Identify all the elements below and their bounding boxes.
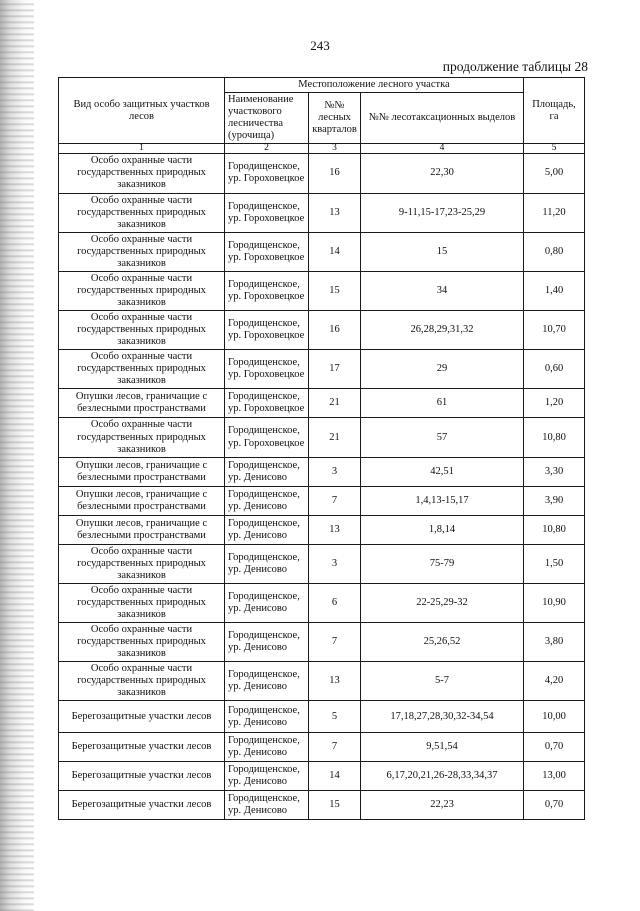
scan-shadow xyxy=(0,0,34,911)
header-quarters: №№ лесных кварталов xyxy=(309,93,361,144)
cell-allotments: 22-25,29-32 xyxy=(361,583,524,622)
cell-type: Особо охранные части государственных природных заказников xyxy=(59,662,225,701)
cell-type: Особо охранные части государственных природных заказников xyxy=(59,193,225,232)
cell-allotments: 15 xyxy=(361,232,524,271)
cell-type: Берегозащитные участки лесов xyxy=(59,701,225,733)
cell-type: Опушки лесов, граничащие с безлесными пространствами xyxy=(59,457,225,486)
cell-area: 10,70 xyxy=(524,311,585,350)
cell-quarter: 6 xyxy=(309,583,361,622)
column-number: 3 xyxy=(309,144,361,154)
table-row xyxy=(59,193,585,232)
cell-area: 0,70 xyxy=(524,791,585,820)
cell-forestry: Городищенское, ур. Гороховецкое xyxy=(225,389,309,418)
cell-type: Опушки лесов, граничащие с безлесными пространствами xyxy=(59,486,225,515)
cell-quarter: 7 xyxy=(309,733,361,762)
cell-allotments: 1,4,13-15,17 xyxy=(361,486,524,515)
cell-type: Особо охранные части государственных природных заказников xyxy=(59,271,225,310)
cell-forestry: Городищенское, ур. Денисово xyxy=(225,662,309,701)
cell-forestry: Городищенское, ур. Гороховецкое xyxy=(225,232,309,271)
cell-forestry: Городищенское, ур. Денисово xyxy=(225,515,309,544)
cell-allotments: 9,51,54 xyxy=(361,733,524,762)
cell-area: 13,00 xyxy=(524,762,585,791)
cell-type: Берегозащитные участки лесов xyxy=(59,733,225,762)
cell-forestry: Городищенское, ур. Гороховецкое xyxy=(225,350,309,389)
cell-forestry: Городищенское, ур. Гороховецкое xyxy=(225,193,309,232)
cell-allotments: 26,28,29,31,32 xyxy=(361,311,524,350)
cell-allotments: 25,26,52 xyxy=(361,623,524,662)
table-row xyxy=(59,350,585,389)
table-row xyxy=(59,701,585,733)
cell-type: Особо охранные части государственных природных заказников xyxy=(59,418,225,457)
cell-allotments: 29 xyxy=(361,350,524,389)
cell-area: 1,50 xyxy=(524,544,585,583)
header-type: Вид особо защитных участков лесов xyxy=(59,78,225,144)
cell-type: Особо охранные части государственных природных заказников xyxy=(59,583,225,622)
cell-area: 3,80 xyxy=(524,623,585,662)
cell-area: 4,20 xyxy=(524,662,585,701)
cell-quarter: 7 xyxy=(309,486,361,515)
cell-allotments: 22,23 xyxy=(361,791,524,820)
cell-quarter: 16 xyxy=(309,154,361,193)
cell-type: Опушки лесов, граничащие с безлесными пространствами xyxy=(59,389,225,418)
cell-area: 1,40 xyxy=(524,271,585,310)
cell-allotments: 57 xyxy=(361,418,524,457)
cell-forestry: Городищенское, ур. Денисово xyxy=(225,701,309,733)
table-row xyxy=(59,418,585,457)
cell-type: Особо охранные части государственных природных заказников xyxy=(59,154,225,193)
cell-area: 3,90 xyxy=(524,486,585,515)
cell-forestry: Городищенское, ур. Денисово xyxy=(225,486,309,515)
cell-forestry: Городищенское, ур. Денисово xyxy=(225,583,309,622)
cell-allotments: 22,30 xyxy=(361,154,524,193)
cell-forestry: Городищенское, ур. Денисово xyxy=(225,762,309,791)
cell-area: 10,80 xyxy=(524,418,585,457)
cell-forestry: Городищенское, ур. Денисово xyxy=(225,791,309,820)
cell-allotments: 34 xyxy=(361,271,524,310)
header-location-group: Местоположение лесного участка xyxy=(225,78,524,93)
table-row xyxy=(59,733,585,762)
table-row xyxy=(59,762,585,791)
header-area: Площадь, га xyxy=(524,78,585,144)
cell-type: Опушки лесов, граничащие с безлесными пространствами xyxy=(59,515,225,544)
cell-area: 10,00 xyxy=(524,701,585,733)
cell-quarter: 3 xyxy=(309,544,361,583)
table-row xyxy=(59,791,585,820)
cell-allotments: 42,51 xyxy=(361,457,524,486)
table-row xyxy=(59,486,585,515)
cell-type: Особо охранные части государственных природных заказников xyxy=(59,232,225,271)
cell-allotments: 9-11,15-17,23-25,29 xyxy=(361,193,524,232)
cell-quarter: 3 xyxy=(309,457,361,486)
cell-quarter: 13 xyxy=(309,515,361,544)
cell-forestry: Городищенское, ур. Гороховецкое xyxy=(225,418,309,457)
cell-area: 1,20 xyxy=(524,389,585,418)
cell-quarter: 15 xyxy=(309,271,361,310)
table-row xyxy=(59,154,585,193)
table-row xyxy=(59,232,585,271)
cell-forestry: Городищенское, ур. Денисово xyxy=(225,457,309,486)
cell-forestry: Городищенское, ур. Гороховецкое xyxy=(225,271,309,310)
continuation-label: продолжение таблицы 28 xyxy=(442,59,588,74)
table-row xyxy=(59,583,585,622)
table-row xyxy=(59,389,585,418)
cell-allotments: 75-79 xyxy=(361,544,524,583)
cell-forestry: Городищенское, ур. Гороховецкое xyxy=(225,154,309,193)
table-row xyxy=(59,623,585,662)
cell-type: Берегозащитные участки лесов xyxy=(59,791,225,820)
column-number: 5 xyxy=(524,144,585,154)
cell-allotments: 5-7 xyxy=(361,662,524,701)
cell-quarter: 17 xyxy=(309,350,361,389)
cell-allotments: 61 xyxy=(361,389,524,418)
cell-quarter: 5 xyxy=(309,701,361,733)
cell-quarter: 21 xyxy=(309,418,361,457)
cell-quarter: 14 xyxy=(309,762,361,791)
cell-area: 3,30 xyxy=(524,457,585,486)
cell-forestry: Городищенское, ур. Денисово xyxy=(225,733,309,762)
cell-forestry: Городищенское, ур. Денисово xyxy=(225,623,309,662)
column-number: 1 xyxy=(59,144,225,154)
cell-area: 11,20 xyxy=(524,193,585,232)
cell-allotments: 6,17,20,21,26-28,33,34,37 xyxy=(361,762,524,791)
cell-quarter: 15 xyxy=(309,791,361,820)
page-number: 243 xyxy=(310,38,330,53)
table-row xyxy=(59,515,585,544)
cell-type: Берегозащитные участки лесов xyxy=(59,762,225,791)
cell-area: 10,90 xyxy=(524,583,585,622)
cell-allotments: 17,18,27,28,30,32-34,54 xyxy=(361,701,524,733)
cell-area: 5,00 xyxy=(524,154,585,193)
forest-plots-table xyxy=(58,77,585,820)
table-row xyxy=(59,271,585,310)
cell-area: 0,80 xyxy=(524,232,585,271)
cell-area: 0,60 xyxy=(524,350,585,389)
cell-forestry: Городищенское, ур. Денисово xyxy=(225,544,309,583)
cell-quarter: 13 xyxy=(309,662,361,701)
table-row xyxy=(59,457,585,486)
table-row xyxy=(59,662,585,701)
table-row xyxy=(59,311,585,350)
cell-quarter: 21 xyxy=(309,389,361,418)
header-allotments: №№ лесотаксационных выделов xyxy=(361,93,524,144)
table-body xyxy=(59,154,585,820)
column-number: 2 xyxy=(225,144,309,154)
cell-type: Особо охранные части государственных природных заказников xyxy=(59,350,225,389)
column-number: 4 xyxy=(361,144,524,154)
cell-quarter: 13 xyxy=(309,193,361,232)
table-row xyxy=(59,544,585,583)
cell-quarter: 14 xyxy=(309,232,361,271)
cell-type: Особо охранные части государственных природных заказников xyxy=(59,623,225,662)
cell-area: 10,80 xyxy=(524,515,585,544)
cell-forestry: Городищенское, ур. Гороховецкое xyxy=(225,311,309,350)
header-forestry: Наименование участкового лесничества (урочища) xyxy=(225,93,309,144)
cell-area: 0,70 xyxy=(524,733,585,762)
cell-quarter: 7 xyxy=(309,623,361,662)
cell-type: Особо охранные части государственных природных заказников xyxy=(59,311,225,350)
cell-quarter: 16 xyxy=(309,311,361,350)
cell-allotments: 1,8,14 xyxy=(361,515,524,544)
cell-type: Особо охранные части государственных природных заказников xyxy=(59,544,225,583)
